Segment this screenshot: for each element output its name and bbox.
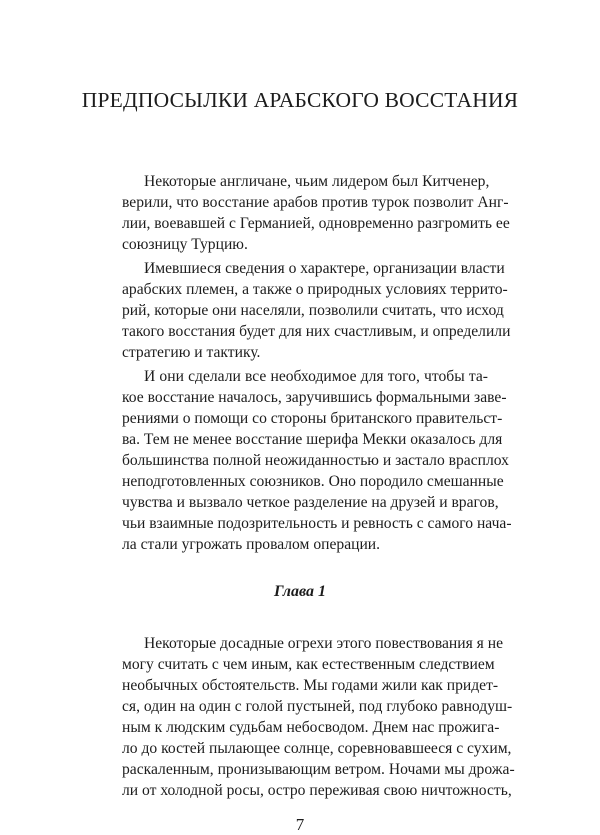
text-line: И они сделали все необходимое для того, чтобы та- xyxy=(144,368,488,385)
text-line: большинства полной неожиданностью и застало врасплох xyxy=(122,452,509,469)
text-line: рий, которые они населяли, позволили считать, что исход xyxy=(122,302,504,319)
text-line: союзницу Турцию. xyxy=(122,236,248,253)
chapter-title: ПРЕДПОСЫЛКИ АРАБСКОГО ВОССТАНИЯ xyxy=(81,88,519,112)
text-line: могу считать с чем иным, как естественным следствием xyxy=(122,656,495,673)
text-line: ло до костей пылающее солнце, соревновавшееся с сухим, xyxy=(122,740,512,757)
text-line: раскаленным, пронизывающим ветром. Ночами мы дрожа- xyxy=(122,761,515,778)
text-line: ва. Тем не менее восстание шерифа Мекки оказалось для xyxy=(122,431,503,448)
text-line: чувства и вызвало четкое разделение на друзей и врагов, xyxy=(122,494,499,511)
text-line: ся, один на один с голой пустыней, под глубоко равнодуш- xyxy=(122,698,513,715)
text-line: ным к людским судьбам небосводом. Днем нас прожига- xyxy=(122,719,500,736)
text-line: необычных обстоятельств. Мы годами жили как придет- xyxy=(122,677,499,694)
text-line: лии, воевавшей с Германией, одновременно разгромить ее xyxy=(122,215,510,232)
chapter-heading: Глава 1 xyxy=(273,583,327,600)
text-line: стратегию и тактику. xyxy=(122,344,261,361)
text-line: Некоторые досадные огрехи этого повествования я не xyxy=(144,635,504,652)
text-line: чьи взаимные подозрительность и ревность с самого нача- xyxy=(122,515,512,532)
text-line: такого восстания будет для них счастливым, и определили xyxy=(122,323,511,340)
text-line: верили, что восстание арабов против турок позволит Анг- xyxy=(122,194,509,211)
page-number: 7 xyxy=(295,815,305,834)
text-line: арабских племен, а также о природных условиях террито- xyxy=(122,281,508,298)
text-line: ли от холодной росы, остро переживая свою ничтожность, xyxy=(122,782,512,799)
text-line: Некоторые англичане, чьим лидером был Китченер, xyxy=(144,173,490,190)
text-line: рениями о помощи со стороны британского правительст- xyxy=(122,410,503,427)
text-line: кое восстание началось, заручившись формальными заве- xyxy=(122,389,507,406)
text-line: неподготовленных союзников. Оно породило смешанные xyxy=(122,473,504,490)
text-line: ла стали угрожать провалом операции. xyxy=(122,536,381,553)
text-line: Имевшиеся сведения о характере, организации власти xyxy=(144,260,505,277)
